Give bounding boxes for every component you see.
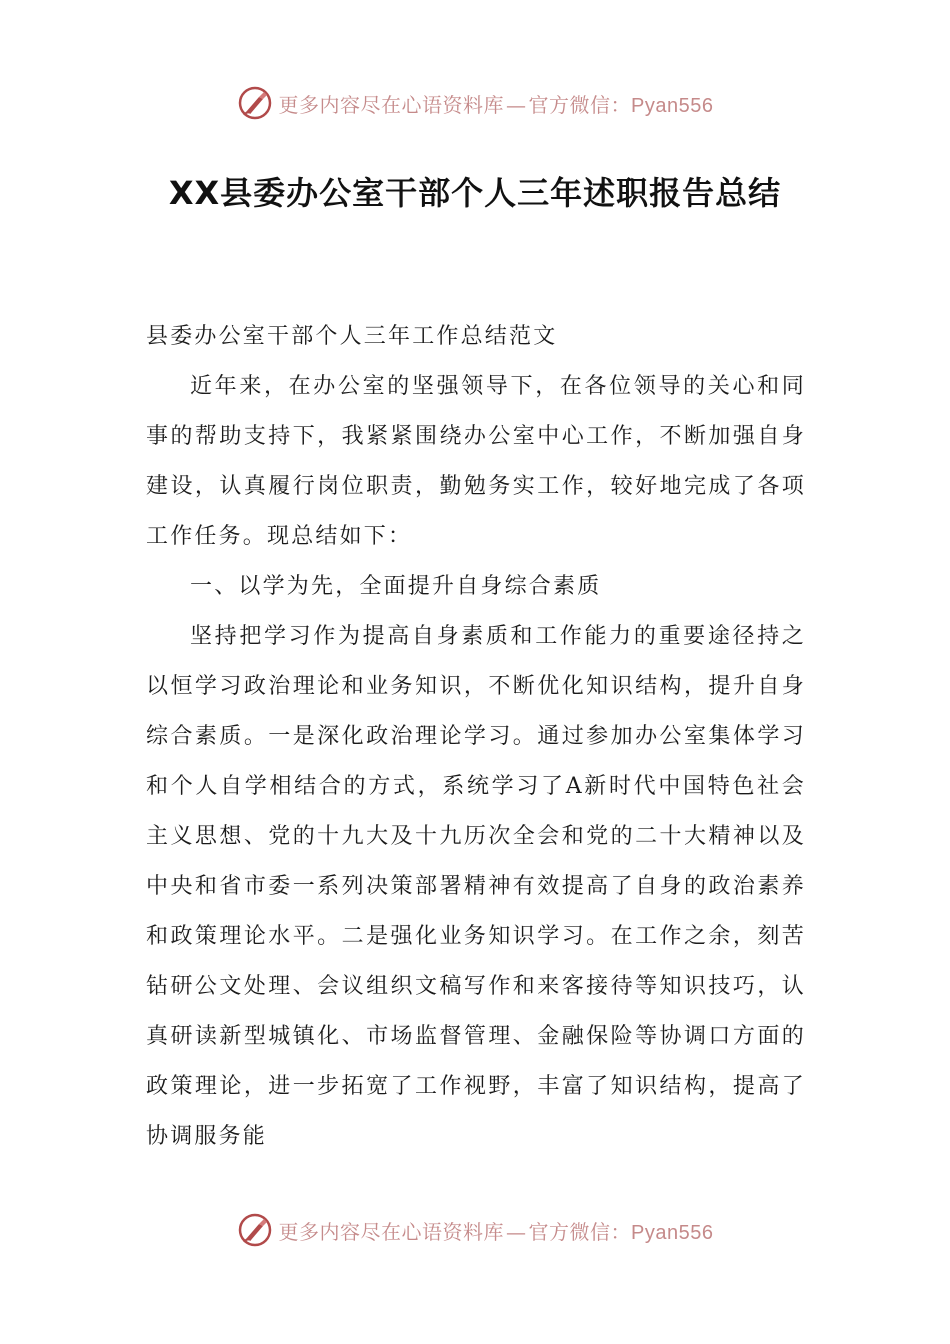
watermark-label: 官方微信： bbox=[528, 1219, 632, 1244]
watermark-wechat-id: Pyan556 bbox=[631, 1221, 714, 1244]
pen-logo-icon bbox=[237, 1212, 273, 1248]
watermark-separator: — bbox=[506, 1219, 527, 1244]
watermark-separator: — bbox=[506, 92, 527, 117]
pen-logo-icon bbox=[237, 85, 273, 121]
document-title: XX县委办公室干部个人三年述职报告总结 bbox=[168, 174, 782, 212]
watermark-prefix: 更多内容尽在心语资料库 bbox=[278, 92, 505, 117]
document-body bbox=[146, 312, 806, 1162]
watermark-banner-top bbox=[0, 81, 950, 125]
watermark-prefix: 更多内容尽在心语资料库 bbox=[278, 1219, 505, 1244]
watermark-text bbox=[279, 89, 714, 118]
watermark-text bbox=[279, 1216, 714, 1245]
watermark-wechat-id: Pyan556 bbox=[631, 94, 714, 117]
document-subtitle: 县委办公室干部个人三年工作总结范文 bbox=[146, 324, 558, 349]
watermark-banner-bottom bbox=[0, 1208, 950, 1252]
paragraph-study: 坚持把学习作为提高自身素质和工作能力的重要途径持之以恒学习政治理论和业务知识，不断优化知识结构，提升自身综合素质。一是深化政治理论学习。通过参加办公室集体学习和个人自学相结合的方式，系统学习了A新时代中国特色社会主义思想、党的十九大及十九历次全会和党的二十大精神以及中央和省市委一系列决策部署精神有效提高了自身的政治素养和政策理论水平。二是强化业务知识学习。在工作之余，刻苦钻研公文处理、会议组织文稿写作和来客接待等知识技巧，认真研读新型城镇化、市场监督管理、金融保险等协调口方面的政策理论，进一步拓宽了工作视野，丰富了知识结构，提高了协调服务能 bbox=[146, 624, 806, 1149]
paragraph-intro: 近年来，在办公室的坚强领导下，在各位领导的关心和同事的帮助支持下，我紧紧围绕办公室中心工作，不断加强自身建设，认真履行岗位职责，勤勉务实工作，较好地完成了各项工作任务。现总结如下： bbox=[146, 374, 806, 549]
section-heading-1: 一、以学为先，全面提升自身综合素质 bbox=[190, 574, 602, 599]
watermark-label: 官方微信： bbox=[528, 92, 632, 117]
